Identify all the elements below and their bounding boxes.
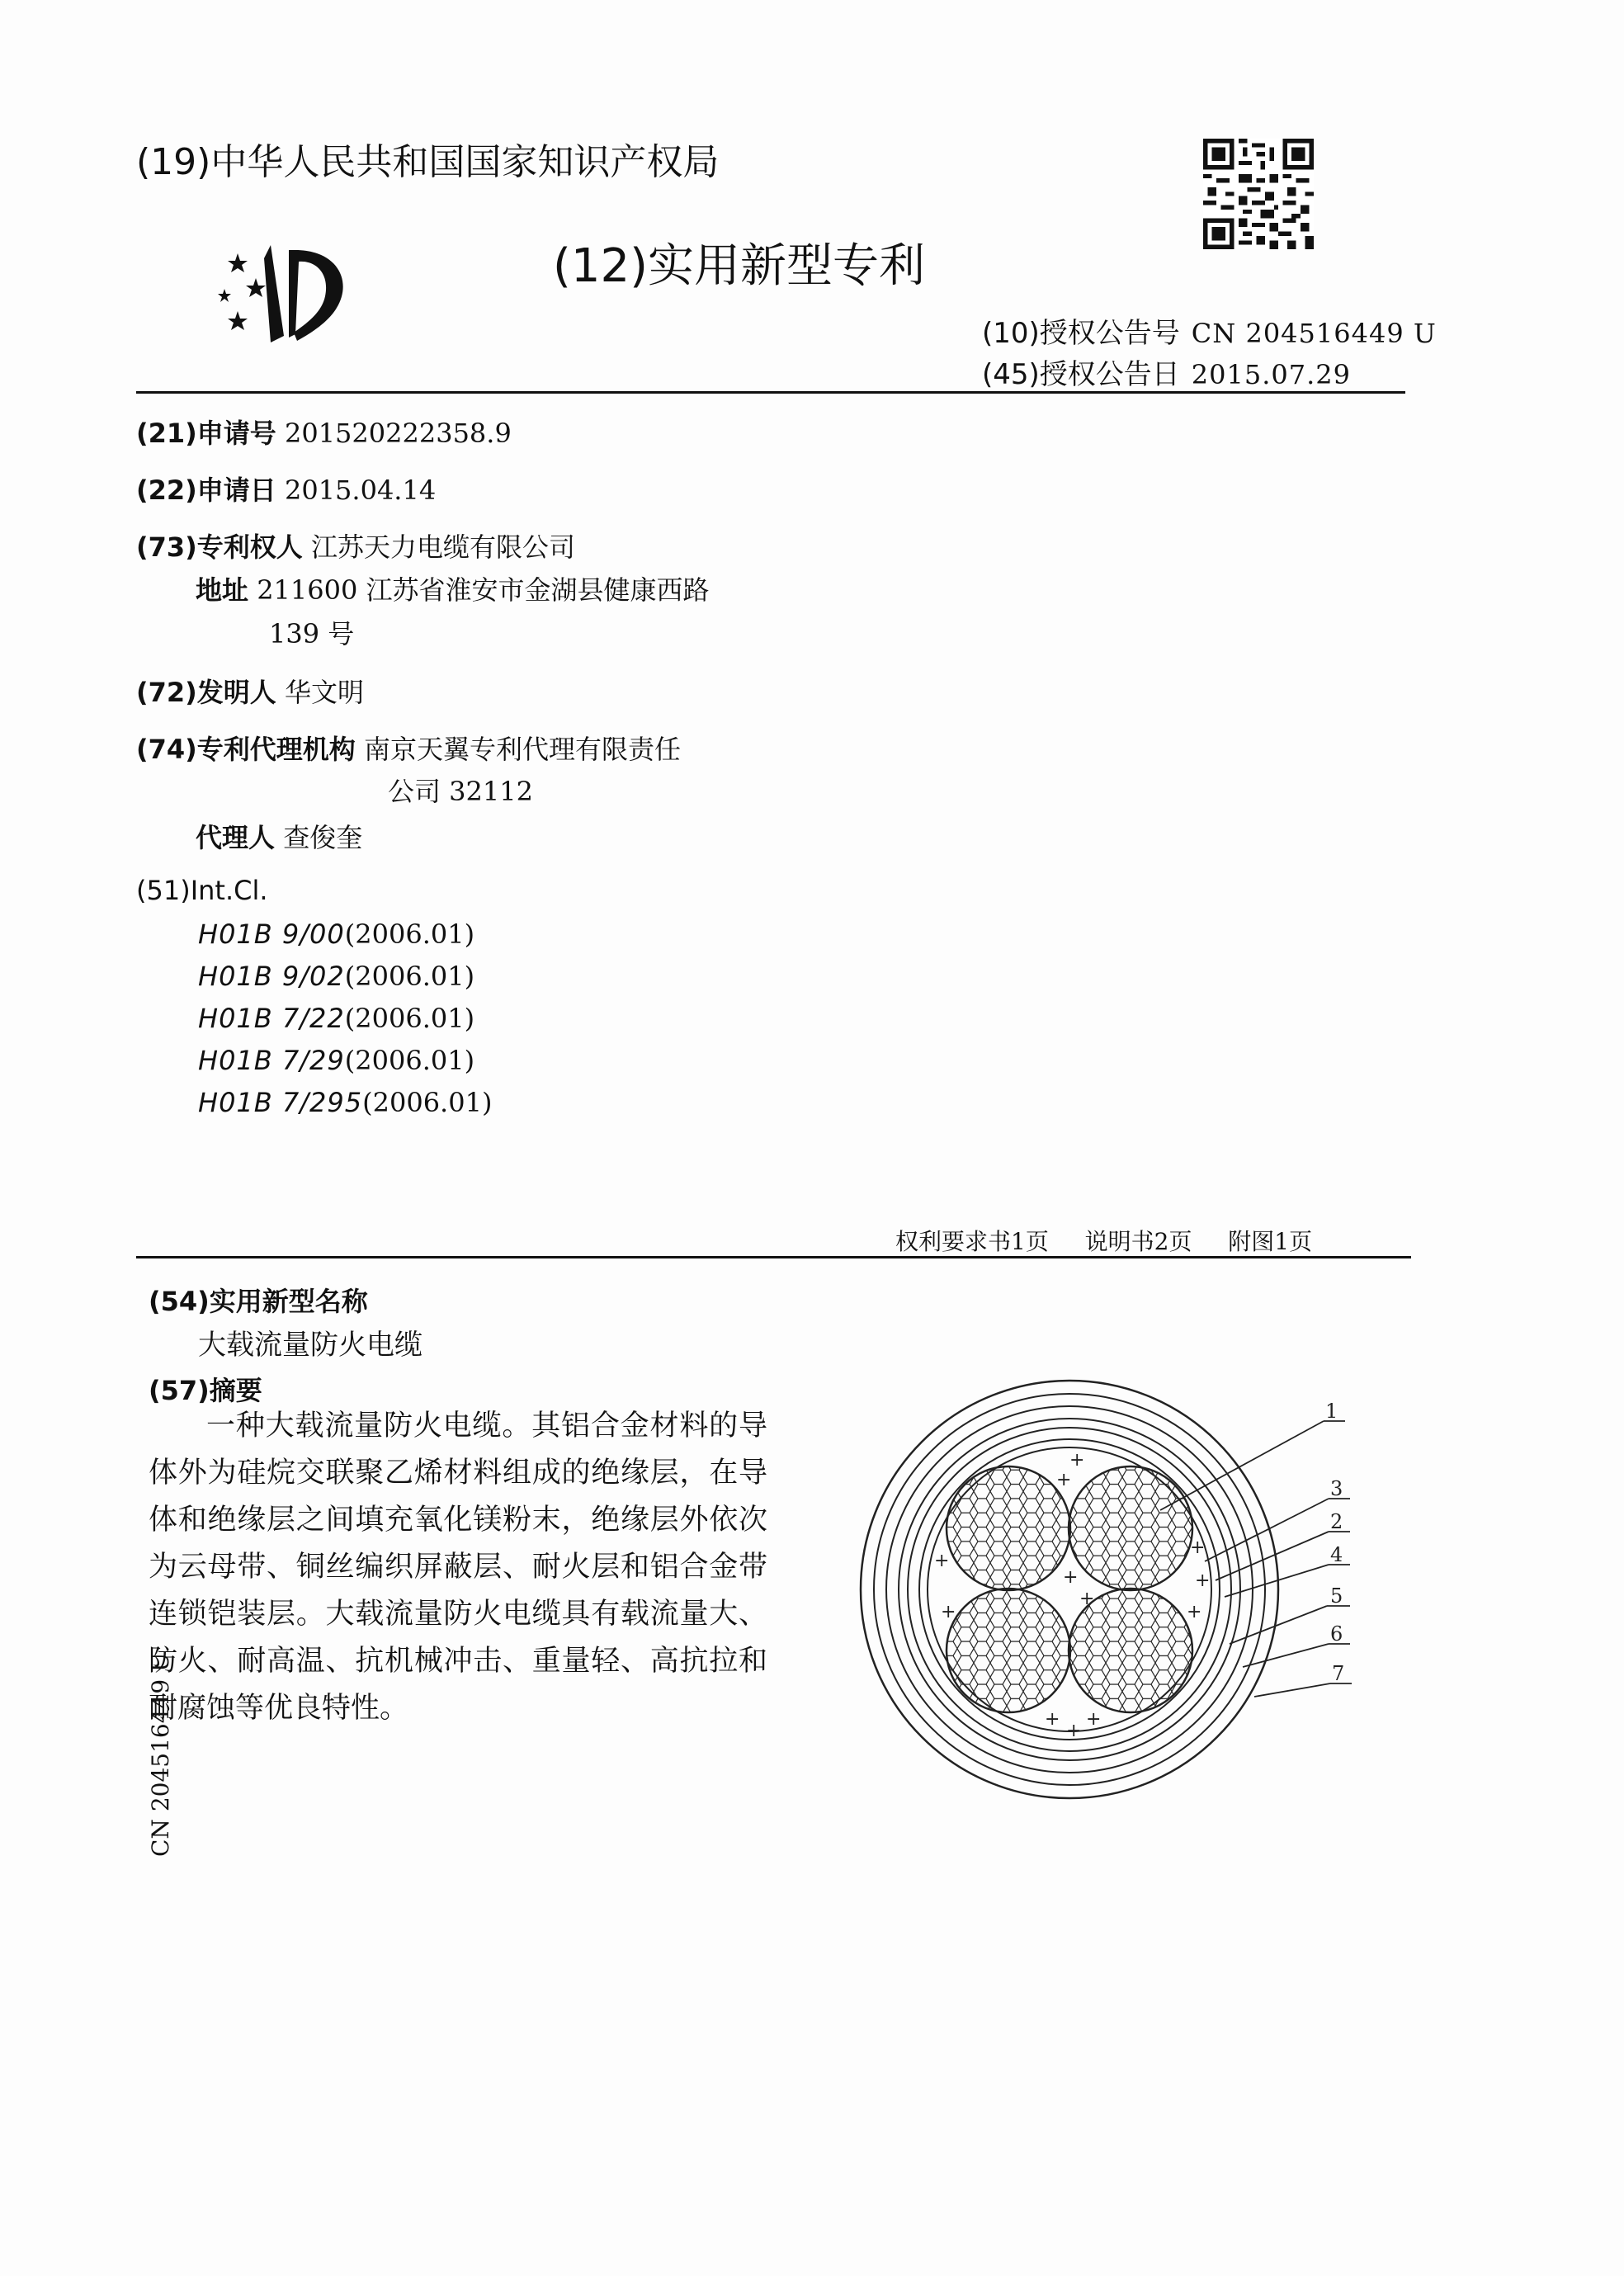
abstract-label: (57)摘要 <box>149 1375 262 1406</box>
svg-text:+: + <box>1056 1470 1072 1490</box>
agency-line-1: 南京天翼专利代理有限责任 <box>363 734 681 765</box>
application-date-row <box>136 470 436 508</box>
figure-label: 7 <box>1332 1662 1345 1685</box>
agent-label: 代理人 <box>196 822 276 853</box>
publication-date-label: (45)授权公告日 <box>982 358 1180 391</box>
svg-text:+: + <box>1195 1570 1211 1591</box>
publication-date-row <box>982 352 1351 392</box>
patentee-row <box>136 527 575 564</box>
ipc-entry <box>198 1045 474 1076</box>
ipc-version: (2006.01) <box>344 961 475 992</box>
qr-code <box>1203 139 1314 249</box>
address-row <box>196 569 710 607</box>
vertical-publication-number: CN 204516449 U <box>147 1652 174 1857</box>
svg-text:+: + <box>1086 1709 1102 1730</box>
figure-label: 1 <box>1325 1400 1338 1423</box>
document-type: (12)实用新型专利 <box>553 239 925 293</box>
svg-text:+: + <box>1190 1537 1206 1558</box>
publication-number-row <box>982 310 1437 351</box>
patentee: 江苏天力电缆有限公司 <box>310 531 575 563</box>
publication-date: 2015.07.29 <box>1191 359 1352 390</box>
ipc-entry <box>198 918 474 950</box>
description-pages: 说明书2页 <box>1084 1228 1192 1255</box>
svg-text:+: + <box>1045 1709 1060 1730</box>
abstract-text: 一种大载流量防火电缆。其铝合金材料的导体外为硅烷交联聚乙烯材料组成的绝缘层，在导体和绝缘层之间填充氧化镁粉末，绝缘层外依次为云母带、铜丝编织屏蔽层、耐火层和铝合金带连锁铠装层。大载流量防火电缆具有载流量大、防火、耐高温、抗机械冲击、重量轻、高抗拉和耐腐蚀等优良特性。 <box>149 1410 767 1725</box>
publication-number-label: (10)授权公告号 <box>982 317 1180 350</box>
svg-text:+: + <box>1063 1567 1079 1588</box>
figure-label: 4 <box>1330 1543 1343 1566</box>
svg-text:+: + <box>934 1551 950 1571</box>
application-date: 2015.04.14 <box>284 475 437 506</box>
ipc-version: (2006.01) <box>344 1045 475 1076</box>
section-divider <box>136 1256 1411 1258</box>
ipc-code: H01B 9/02 <box>198 961 345 992</box>
address-line-2: 139 号 <box>269 618 355 649</box>
agency-label: (74)专利代理机构 <box>136 734 356 765</box>
publication-number: CN 204516449 U <box>1191 318 1437 349</box>
figure-label: 5 <box>1330 1584 1343 1608</box>
application-date-label: (22)申请日 <box>136 475 276 506</box>
ipc-version: (2006.01) <box>362 1087 493 1118</box>
cable-cross-section-figure <box>858 1370 1386 1832</box>
agency-row <box>136 729 681 767</box>
header-divider <box>136 391 1405 394</box>
ipc-code: H01B 7/22 <box>198 1003 345 1034</box>
svg-text:+: + <box>1187 1602 1202 1622</box>
ipc-version: (2006.01) <box>344 918 475 950</box>
figure-label: 3 <box>1330 1477 1343 1500</box>
utility-model-title-label: (54)实用新型名称 <box>149 1286 368 1317</box>
svg-text:+: + <box>941 1602 956 1622</box>
svg-text:+: + <box>1069 1450 1085 1471</box>
ipc-entry <box>198 1003 474 1034</box>
inventor: 华文明 <box>284 677 364 708</box>
page-counts <box>895 1224 1312 1257</box>
cnipa-logo <box>213 235 361 351</box>
ipc-version: (2006.01) <box>344 1003 475 1034</box>
figure-label: 2 <box>1330 1510 1343 1533</box>
application-number-row <box>136 413 512 451</box>
office-name: (19)中华人民共和国国家知识产权局 <box>136 141 720 183</box>
ipc-entry <box>198 1087 492 1118</box>
inventor-label: (72)发明人 <box>136 677 276 708</box>
agent-row <box>196 817 362 855</box>
agency-line-2: 公司 32112 <box>388 776 533 807</box>
ipc-code: H01B 7/295 <box>198 1087 363 1118</box>
drawing-pages: 附图1页 <box>1228 1228 1313 1255</box>
application-number-label: (21)申请号 <box>136 418 276 449</box>
svg-text:+: + <box>1066 1721 1082 1741</box>
address-label: 地址 <box>196 574 249 606</box>
application-number: 201520222358.9 <box>284 418 512 449</box>
ipc-entry <box>198 961 474 992</box>
ipc-label: (51)Int.Cl. <box>136 875 268 906</box>
ipc-code: H01B 9/00 <box>198 918 345 950</box>
utility-model-title: 大载流量防火电缆 <box>198 1329 423 1362</box>
ipc-code: H01B 7/29 <box>198 1045 345 1076</box>
claims-pages: 权利要求书1页 <box>895 1228 1049 1255</box>
address-line-1: 211600 江苏省淮安市金湖县健康西路 <box>257 574 710 606</box>
inventor-row <box>136 672 364 710</box>
figure-label: 6 <box>1330 1622 1343 1646</box>
agent: 查俊奎 <box>283 822 363 853</box>
svg-text:+: + <box>1079 1589 1095 1609</box>
patentee-label: (73)专利权人 <box>136 531 303 563</box>
